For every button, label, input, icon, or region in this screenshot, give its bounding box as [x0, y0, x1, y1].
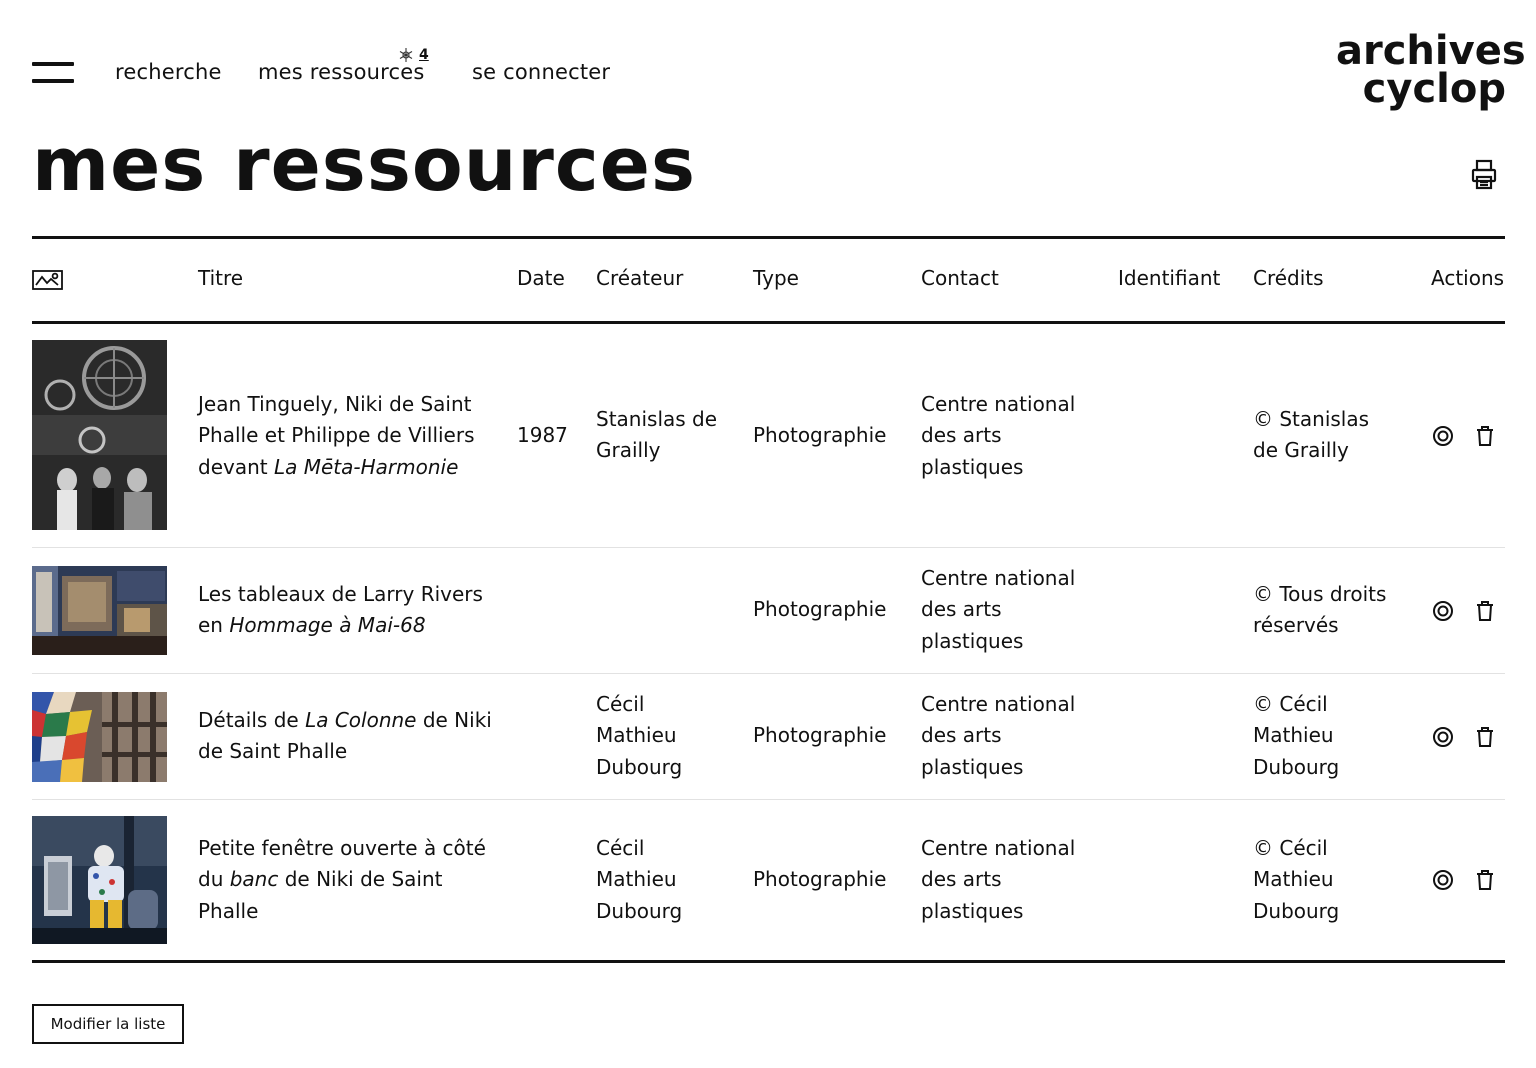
locate-button[interactable] [1432, 726, 1454, 748]
trash-icon [1474, 726, 1496, 748]
nav-link-mes-ressources[interactable]: mes ressources [258, 60, 425, 84]
column-header-date[interactable]: Date [517, 266, 565, 290]
thumbnail-image [32, 816, 167, 944]
nav-link-recherche[interactable]: recherche [115, 60, 222, 84]
row-title-tail: de Niki de Saint Phalle [198, 708, 492, 764]
resources-count: 4 [419, 47, 429, 63]
row-credits: © Cécil Mathieu Dubourg [1253, 692, 1340, 779]
row-credits: © Tous droits réservés [1253, 582, 1387, 638]
row-contact: Centre national des arts plastiques [921, 692, 1076, 779]
table-bottom-rule [32, 960, 1505, 963]
image-icon [32, 268, 63, 292]
row-thumbnail[interactable] [32, 816, 167, 944]
column-header-createur[interactable]: Créateur [596, 266, 684, 290]
delete-button[interactable] [1474, 600, 1496, 622]
column-header-credits[interactable]: Crédits [1253, 266, 1324, 290]
row-type: Photographie [753, 723, 887, 747]
hamburger-icon-bar-bottom [32, 79, 74, 83]
row-separator [32, 799, 1505, 800]
column-header-type[interactable]: Type [753, 266, 799, 290]
trash-icon [1474, 425, 1496, 447]
row-title-emphasis: La Colonne [305, 708, 417, 732]
row-title[interactable] [198, 705, 498, 768]
row-title-text: Petite fenêtre ouverte à côté du [198, 836, 486, 892]
column-header-identifiant[interactable]: Identifiant [1118, 266, 1221, 290]
trash-icon [1474, 869, 1496, 891]
logo-line-1: archives [1336, 28, 1526, 74]
nav-link-se-connecter[interactable]: se connecter [472, 60, 611, 84]
site-logo[interactable] [1336, 28, 1526, 112]
row-title-tail: de Niki de Saint Phalle [198, 867, 443, 923]
row-separator [32, 673, 1505, 674]
table-header-rule [32, 321, 1505, 324]
row-thumbnail[interactable] [32, 340, 167, 530]
delete-button[interactable] [1474, 425, 1496, 447]
hamburger-icon-bar-top [32, 62, 74, 66]
row-title[interactable] [198, 389, 498, 483]
row-thumbnail[interactable] [32, 692, 167, 782]
row-title-emphasis: La Mēta-Harmonie [273, 454, 459, 479]
logo-line-2: cyclop [1362, 66, 1506, 112]
row-type: Photographie [753, 597, 887, 621]
row-separator [32, 547, 1505, 548]
thumbnail-image [32, 340, 167, 530]
target-icon [1432, 425, 1454, 447]
row-title-text: Jean Tinguely, Niki de Saint Phalle et Philippe de Villiers devant [198, 392, 475, 479]
printer-icon [1470, 158, 1498, 192]
row-title-emphasis: banc [229, 867, 279, 892]
thumbnail-image [32, 566, 167, 655]
row-credits: © Cécil Mathieu Dubourg [1253, 836, 1340, 923]
locate-button[interactable] [1432, 425, 1454, 447]
row-contact: Centre national des arts plastiques [921, 566, 1076, 653]
row-date: 1987 [517, 423, 568, 447]
row-createur: Cécil Mathieu Dubourg [596, 836, 683, 923]
delete-button[interactable] [1474, 726, 1496, 748]
row-contact: Centre national des arts plastiques [921, 836, 1076, 923]
row-createur: Stanislas de Grailly [596, 407, 718, 463]
print-button[interactable] [1470, 158, 1498, 192]
target-icon [1432, 869, 1454, 891]
delete-button[interactable] [1474, 869, 1496, 891]
row-type: Photographie [753, 423, 887, 447]
image-column-header [32, 268, 63, 292]
menu-button[interactable] [32, 62, 74, 84]
asterisk-icon [398, 47, 414, 63]
modify-list-button[interactable]: Modifier la liste [32, 1004, 184, 1044]
target-icon [1432, 726, 1454, 748]
row-title[interactable] [198, 833, 498, 927]
row-title-text: Détails de [198, 708, 306, 732]
trash-icon [1474, 600, 1496, 622]
row-title[interactable] [198, 579, 498, 642]
locate-button[interactable] [1432, 869, 1454, 891]
resources-count-badge [398, 47, 429, 63]
column-header-actions: Actions [1431, 266, 1505, 290]
row-contact: Centre national des arts plastiques [921, 392, 1076, 479]
row-createur: Cécil Mathieu Dubourg [596, 692, 683, 779]
row-title-emphasis: Hommage à Mai-68 [229, 613, 426, 638]
locate-button[interactable] [1432, 600, 1454, 622]
row-type: Photographie [753, 867, 887, 891]
column-header-titre[interactable]: Titre [198, 266, 244, 290]
row-title-text: Les tableaux de Larry Rivers en [198, 582, 483, 638]
row-credits: © Stanislas de Grailly [1253, 407, 1370, 463]
page-title: mes ressources [32, 122, 696, 208]
target-icon [1432, 600, 1454, 622]
column-header-contact[interactable]: Contact [921, 266, 999, 290]
row-thumbnail[interactable] [32, 566, 167, 655]
table-top-rule [32, 236, 1505, 239]
thumbnail-image [32, 692, 167, 782]
